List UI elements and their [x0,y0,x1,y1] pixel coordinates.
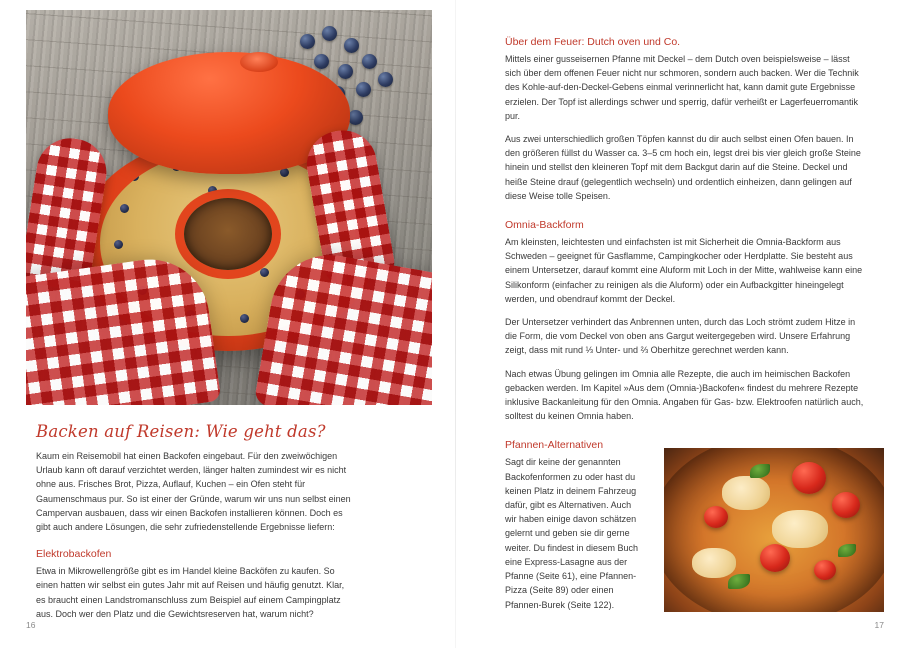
tomato [704,506,728,528]
section-heading-omnia: Omnia-Backform [505,219,584,232]
omnia-paragraph-1: Am kleinsten, leichtesten und einfachsten ist mit Sicherheit die Omnia-Backform aus Schweden – geeignet für Gasflamme, Campingkocher oder Herdplatte. Sie besteht aus einem Untersetzer, darauf kommt eine Aluform mit Loch in der Mitte, wahlweise kann eine Silikonform (einfacher zu reinigen als die Aluform) oder ein Aufbackgitter hineingelegt werden, und obendrauf kommt der Deckel. [505,237,863,304]
hero-photo-dutch-oven [26,10,432,405]
tomato [792,462,826,494]
melted-cheese [692,548,736,578]
lid-knob [240,52,278,72]
section-paragraph-elektrobackofen: Etwa in Mikrowellengröße gibt es im Handel kleine Backöfen zu kaufen. So einen hatten wir selbst ein gutes Jahr mit auf Reisen und häufig genutzt. Klar, es braucht einen Landstromanschluss zum Beispiel auf einem Campingplatz aus. Doch wer den Platz und die Gewichtsreserven hat, warum nicht? [36,566,345,619]
dutch-oven-paragraph-2: Aus zwei unterschiedlich großen Töpfen kannst du dir auch selbst einen Ofen bauen. In den größeren füllst du Wasser ca. 3–5 cm hoch ein, legst drei bis vier gleich große Steine hinein und stellst den kleineren Topf mit dem Backgut darin auf die Steine. Deckel und heiße Steine drauf (gelegentlich wechseln) und ordentlich einheizen, dann gelingen auf diese Weise tolle Speisen. [505,134,861,201]
pan-dish-photo [664,448,884,612]
omnia-center-hole [184,198,272,270]
page-gutter [455,0,456,648]
section-heading-dutch-oven: Über dem Feuer: Dutch oven und Co. [505,36,681,48]
tomato [832,492,860,518]
omnia-paragraph-3: Nach etwas Übung gelingen im Omnia alle Rezepte, die auch im heimischen Backofen gebacken werden. Im Kapitel »Aus dem (Omnia-)Backofen« findest du mehrere Rezepte inklusive Backanleitung für den Omnia. Angaben für Gas- bzw. Elektroofen natürlich auch, solltest du keinen Omnia haben. [505,368,864,422]
dutch-oven-paragraph-1: Mittels einer gusseisernen Pfanne mit Deckel – dem Dutch oven beispielsweise – lässt sich über dem offenen Feuer nicht nur schmoren, sondern auch backen. Wer die Technik des Kohle-auf-den-Deckel-Gebens einmal verinnerlicht hat, kann damit gute Ergebnisse erzielen. Der Topf ist allerdings schwer und sperrig, dafür verheißt er Lagerfeuerromantik pur. [505,54,859,121]
page-headline: Backen auf Reisen: Wie geht das? [36,422,326,441]
tomato [760,544,790,572]
tomato [814,560,836,580]
page-number-right: 17 [874,620,884,630]
section-heading-elektrobackofen: Elektrobackofen [36,548,112,561]
melted-cheese [722,476,770,510]
intro-paragraph: Kaum ein Reisemobil hat einen Backofen eingebaut. Für den zweiwöchigen Urlaub kann oft darauf verzichtet werden, länger halten zumindest wir es nicht ohne aus. Frisches Brot, Pizza, Auflauf, Kuchen – ein Ofen steht für Gaumenschmaus pur. So ist einer der Gründe, warum wir uns nun selbst einen Campervan ausbauen, dass wir einen Backofen installieren können. Doch es gibt auch andere Lösungen, die sehr zufriedenstellende Ergebnisse liefern: [36,451,351,533]
section-heading-pfannen-alternativen: Pfannen-Alternativen [505,439,604,452]
melted-cheese [772,510,828,548]
right-page [455,0,910,648]
pfannen-alternativen-paragraph: Sagt dir keine der genannten Backofenformen zu oder hast du keinen Platz in deinem Fahrzeug dafür, gibt es Alternativen. Auch wir haben einige davon schätzen gelernt und geben sie dir gerne weiter. Du findest in diesem Buch eine Express-Lasagne aus der Pfanne (Seite 61), eine Pfannen-Pizza (Seite 89) oder einen Pfannen-Burek (Seite 122). [505,457,639,610]
left-page-text [36,422,356,630]
omnia-paragraph-2: Der Untersetzer verhindert das Anbrennen unten, durch das Loch strömt zudem Hitze in die Form, die vom Deckel von oben ans Gargut weitergegeben wird. Unsere Erfahrung zeigt, dass mit rund ⅓ Unter- und ⅔ Oberhitze gerechnet werden kann. [505,317,856,356]
page-number-left: 16 [26,620,36,630]
